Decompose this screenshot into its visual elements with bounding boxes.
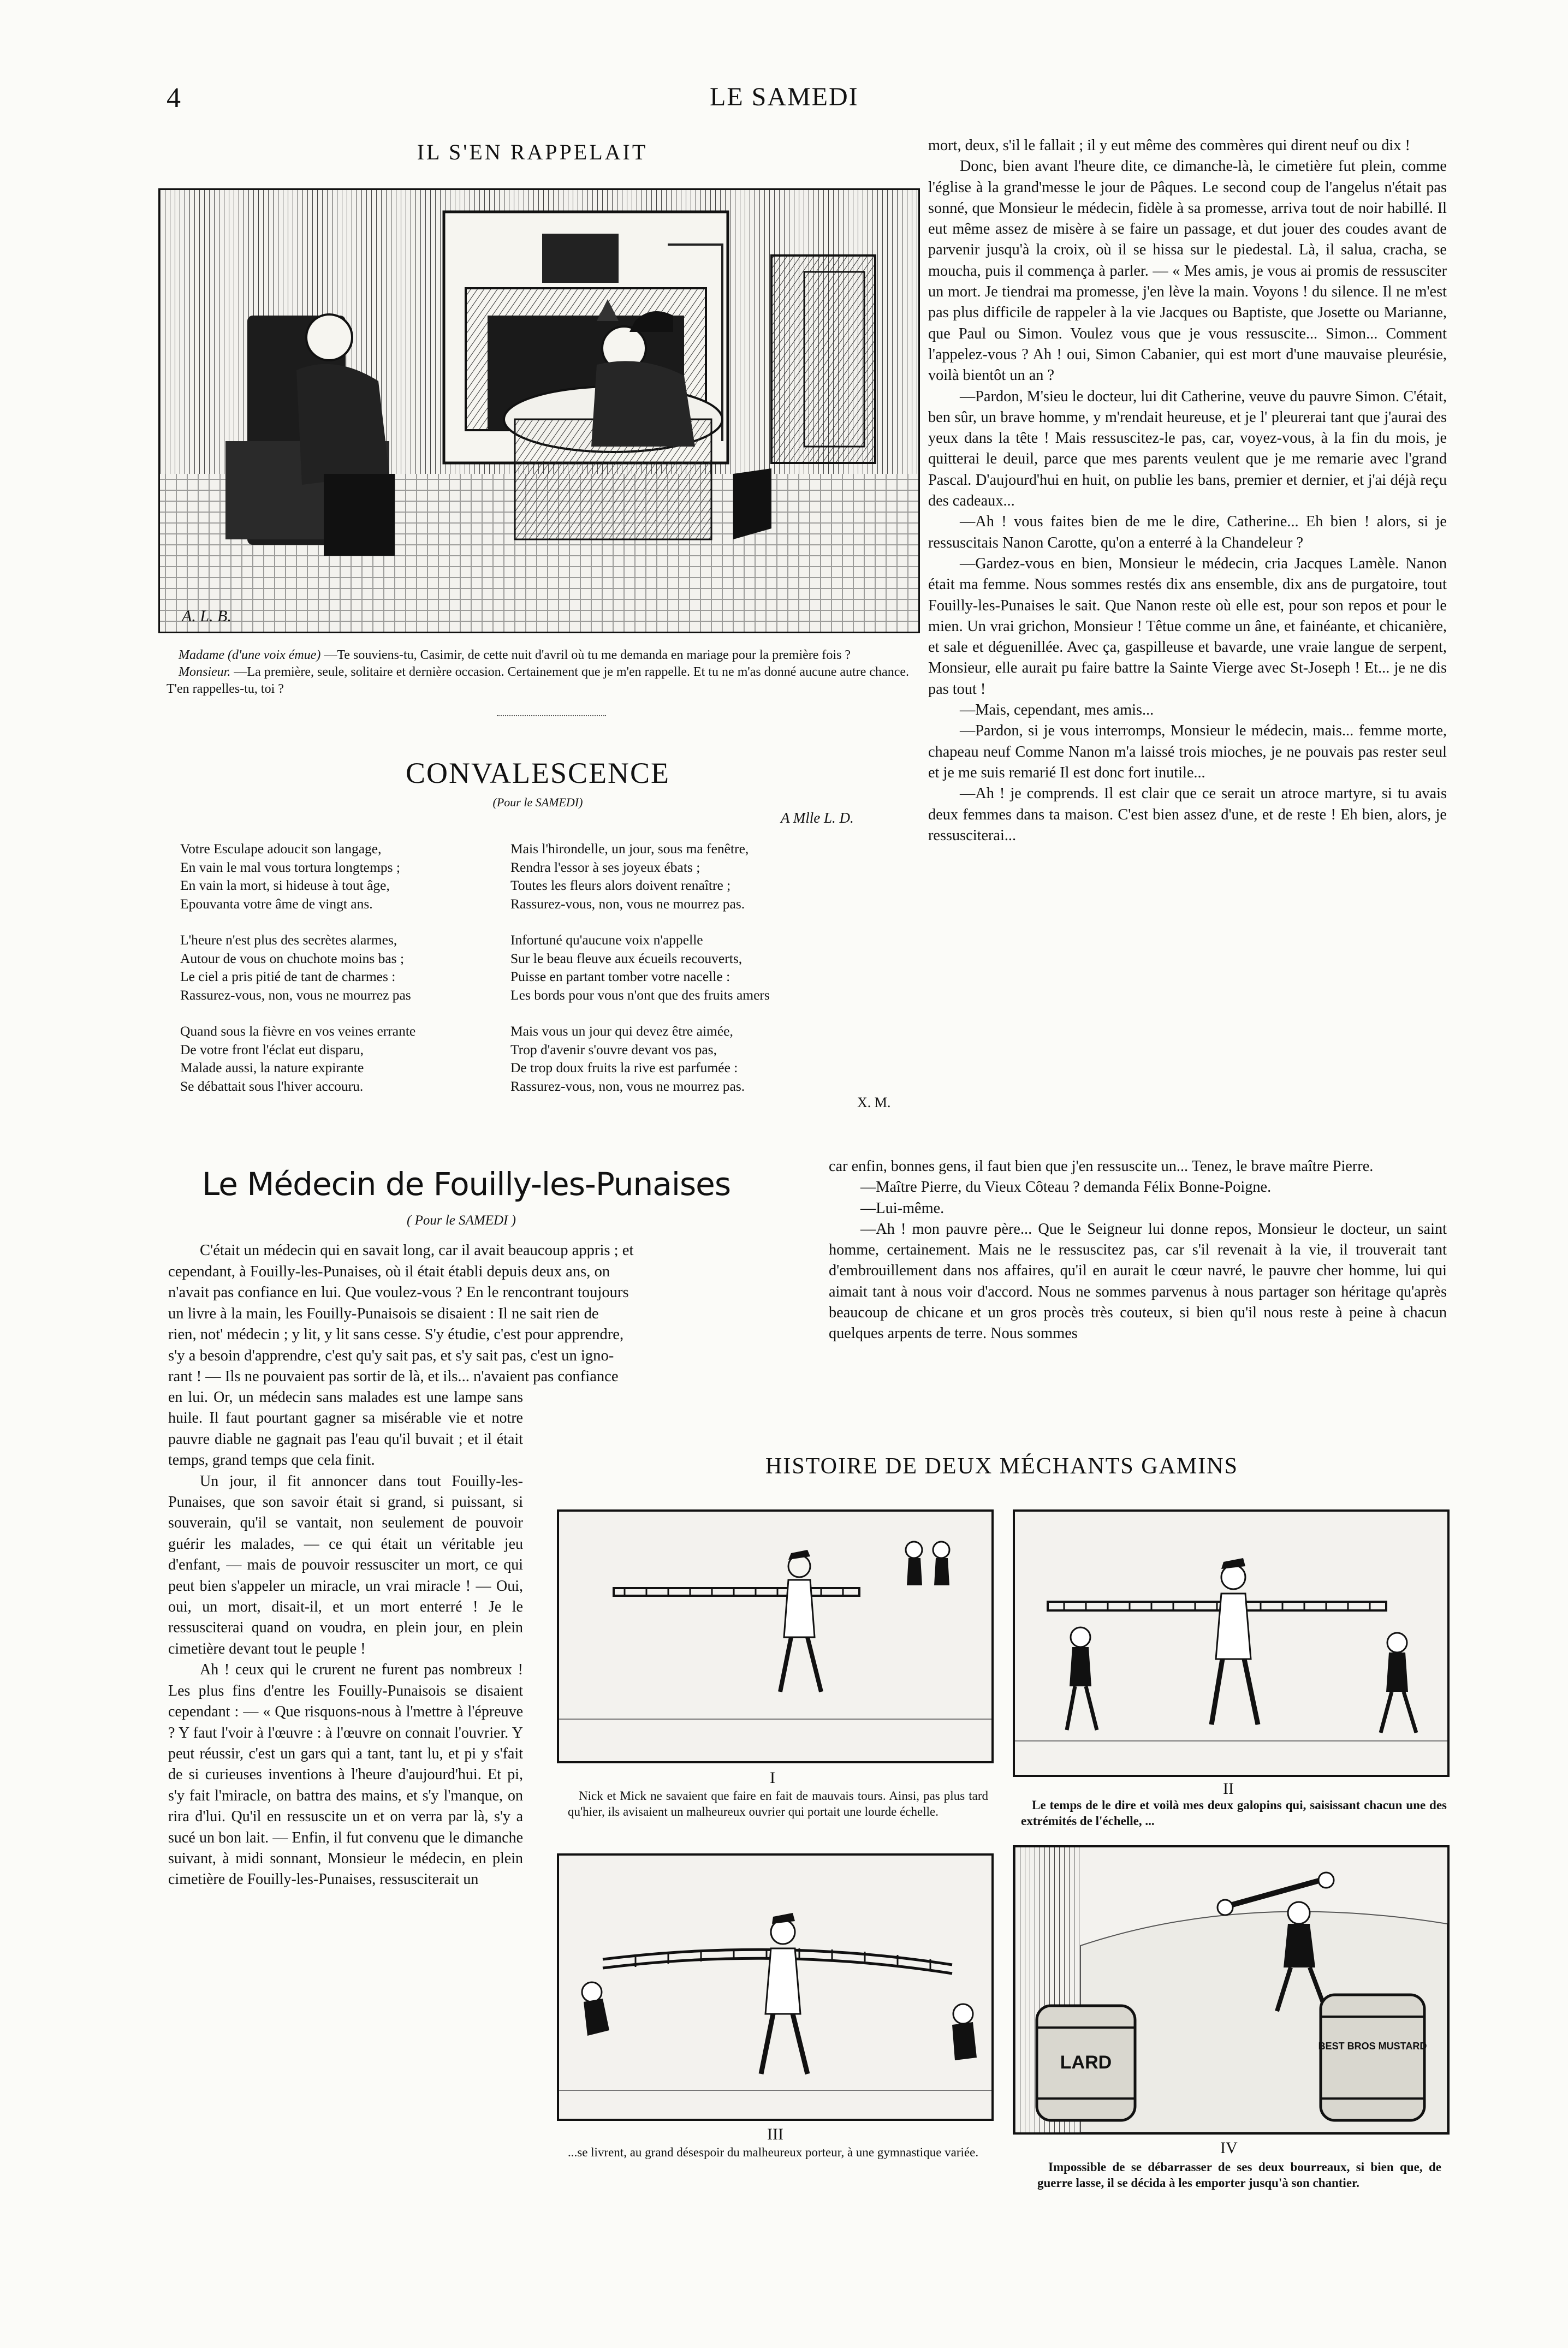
comic-panel-2 [1013, 1509, 1450, 1777]
story-line: un livre à la main, les Fouilly-Punaisois se disaient : Il ne sait rien de [168, 1305, 599, 1322]
poem-dedication: A Mlle L. D. [781, 810, 854, 826]
story-paragraph: Donc, bien avant l'heure dite, ce dimanche-là, le cimetière fut plein, comme l'église à la grand'messe le jour de Pâques. Le second coup de l'angelus n'était pas sonné, que Monsieur le médecin, fidèle à sa promesse, arriva tout de noir habillé. Il eut même assez de misère à se faire un passage, et dut jouer des coudes avant de parvenir jusqu'à la croix, où il se hissa sur le piedestal. Là, il salua, cracha, se moucha, puis il commença à parler. — « Mes amis, je vous ai promis de ressusciter un mort. Je tiendrai ma promesse, j'en lève la main. Voyons ! du silence. Il ne m'est pas plus difficile de rappeler à la vie Jacques ou Baptiste, que Josette ou Marianne, que Paul ou Simon. Voulez vous que je vous ressuscite... Simon... Comment l'appelez-vous ? Ah ! oui, Simon Cabanier, qui est mort d'une mauvaise pleurésie, voilà bientôt un an ? [928, 158, 1447, 384]
story-paragraph: —Pardon, M'sieu le docteur, lui dit Catherine, veuve du pauvre Simon. C'était, ben sûr, un brave homme, y m'rendait heureuse, et je l' pleurerai tant que j'aurai des yeux dans la tête ! Mais ressuscitez-le pas, car, voyez-vous, à la fin du mois, je quitterai le deuil, parce que mes parents veulent que je me remarie avec l'grand Pascal. D'aujourd'hui en huit, on publie les bans, premier et dernier, et j'ai déjà reçu des cadeaux... [928, 388, 1447, 510]
poem-stanza [180, 840, 486, 913]
poem-stanza [510, 931, 893, 1004]
verse-line: Puisse en partant tomber votre nacelle : [510, 968, 730, 984]
story-line: C'était un médecin qui en savait long, car il avait beaucoup appris ; et [200, 1242, 634, 1259]
story-paragraph: —Maître Pierre, du Vieux Côteau ? demanda Félix Bonne-Poigne. [860, 1179, 1272, 1196]
panel-4-numeral: IV [1220, 2139, 1238, 2157]
story-line: s'y a besoin d'apprendre, c'est qu'y sait pas, et s'y sait pas, c'est un igno- [168, 1347, 614, 1364]
verse-line: Quand sous la fièvre en vos veines errante [180, 1023, 416, 1039]
barrel-label-mustard: BEST BROS MUSTARD [1318, 2041, 1427, 2052]
page-number: 4 [167, 82, 181, 114]
panel-4-caption: Impossible de se débarrasser de ses deux bourreaux, si bien que, de guerre lasse, il se décida à les emporter jusqu'à son chantier. [1037, 2160, 1441, 2190]
verse-line: Epouvanta votre âme de vingt ans. [180, 895, 373, 912]
panel-2-drawing [1015, 1512, 1447, 1775]
verse-line: Votre Esculape adoucit son langage, [180, 841, 382, 857]
poem-stanza [510, 840, 893, 913]
poem-title: CONVALESCENCE [405, 757, 670, 789]
caption-line-1 [167, 647, 909, 664]
poem-signature: X. M. [857, 1095, 891, 1110]
verse-line: Les bords pour vous n'ont que des fruits amers [510, 986, 770, 1003]
section-divider [497, 715, 606, 716]
story-paragraph: —Pardon, si je vous interromps, Monsieur le médecin, mais... femme morte, chapeau neuf Comme Nanon m'a laissé trois mioches, je ne pouvais pas rester seul et je me suis remarié Il est donc fort inutile... [928, 722, 1447, 781]
verse-line: Autour de vous on chuchote moins bas ; [180, 950, 405, 966]
comic-title: HISTOIRE DE DEUX MÉCHANTS GAMINS [765, 1454, 1238, 1479]
story-paragraph: Ah ! ceux qui le crurent ne furent pas nombreux ! Les plus fins d'entre les Fouilly-Punaisois se disaient cependant : — « Que risquons-nous à l'mettre à l'épreuve ? Y faut l'voir à l'œuvre : à l'œuvre on connait l'ouvrier. Y peut réussir, c'est un gars qui a tant, tant lu, et pi y s'fait de si curieuses inventions à l'heure d'aujourd'hui. Et pi, s'y fait l'miracle, on battra des mains, et s'y l'manque, on rira d'lui. Qu'il en ressuscite un et on verra par là, s'y a sucé un bon lait. — Enfin, il fut convenu que le dimanche suivant, à midi sonnant, Monsieur le médecin, en plein cimetière de Fouilly-les-Punaises, ressusciterait un [168, 1661, 523, 1888]
panel-4-drawing [1015, 1847, 1447, 2132]
barrel-left [1037, 2006, 1135, 2120]
verse-line: L'heure n'est plus des secrètes alarmes, [180, 932, 397, 948]
panel-1-caption: Nick et Mick ne savaient que faire en fait de mauvais tours. Ainsi, pas plus tard qu'hier, ils avisaient un malheureux ouvrier qui portait une lourde échelle. [568, 1789, 988, 1818]
cartoon-title: IL S'EN RAPPELAIT [417, 140, 648, 164]
verse-line: Le ciel a pris pitié de tant de charmes : [180, 968, 396, 984]
caption-text-2: —La première, seule, solitaire et dernière occasion. Certainement que je m'en rappelle. Et tu ne m'as donné aucune autre chance. T'en rappelles-tu, toi ? [167, 665, 909, 696]
comic-panel-1 [557, 1509, 994, 1763]
poem-left-column [180, 840, 486, 1113]
verse-line: De votre front l'éclat eut disparu, [180, 1041, 364, 1057]
comic-panel-3 [557, 1853, 994, 2121]
verse-line: Rendra l'essor à ses joyeux ébats ; [510, 859, 700, 875]
story-paragraph: —Ah ! mon pauvre père... Que le Seigneur lui donne repos, Monsieur le docteur, un saint homme, certainement. Mais ne le ressuscitez pas, car s'il revenait à la vie, il trouverait tant d'embrouillement dans nos affaires, qu'il en aurait le cœur navré, le pauvre cher homme, lui qui aimait tant à nous voir d'accord. Nous ne sommes parvenus à nous partager son héritage qu'après beaucoup de chicane et un gros procès très couteux, si bien qu'il nous reste à peine à chacun quelques arpents de terre. Nous sommes [829, 1220, 1447, 1342]
barrel-right [1318, 1995, 1427, 2120]
story-paragraph: mort, deux, s'il le fallait ; il y eut même des commères qui dirent neuf ou dix ! [928, 137, 1410, 154]
poem-stanza [510, 1022, 893, 1095]
comic-panel-4 [1013, 1845, 1450, 2135]
verse-line: Se débattait sous l'hiver accouru. [180, 1078, 364, 1094]
caption-speaker-1: Madame (d'une voix émue) [179, 648, 321, 662]
story-paragraph: en lui. Or, un médecin sans malades est une lampe sans huile. Il faut pourtant gagner sa misérable vie et notre pauvre diable ne gagnait pas l'eau qu'il buvait ; et il était temps, grand temps que cela finit. [168, 1389, 523, 1469]
poem-right-column [510, 840, 893, 1113]
story-paragraph: —Ah ! vous faites bien de me le dire, Catherine... Eh bien ! alors, si je ressuscitais Nanon Carotte, qu'on a enterré à la Chandeleur ? [928, 513, 1447, 551]
panel-1-drawing [559, 1512, 991, 1761]
verse-line: Rassurez-vous, non, vous ne mourrez pas. [510, 895, 745, 912]
story-paragraph: —Gardez-vous en bien, Monsieur le médecin, cria Jacques Lamèle. Nanon était ma femme. Nous sommes restés dix ans ensemble, dix ans de purgatoire, tout Fouilly-les-Punaises le sait. Que Nanon reste où elle est, pour son repos et pour le mien. Un vrai grichon, Monsieur ! Têtue comme un âne, et fainéante, et chicanière, et sale et déguenillée. Avec ça, gaspilleuse et bavarde, une vraie langue de serpent, Monsieur, elle aurait pu faire battre la Sainte Vierge avec St-Joseph ! Et... je ne dis pas tout ! [928, 555, 1447, 698]
story-opening [168, 1240, 906, 1388]
verse-line: Mais vous un jour qui devez être aimée, [510, 1023, 733, 1039]
story-line: rien, not' médecin ; y lit, y lit sans cesse. S'y étudie, c'est pour apprendre, [168, 1326, 624, 1343]
caption-line-2 [167, 664, 909, 698]
verse-line: Rassurez-vous, non, vous ne mourrez pas [180, 986, 411, 1003]
verse-line: Trop d'avenir s'ouvre devant vos pas, [510, 1041, 717, 1057]
poem-stanza [180, 1022, 486, 1095]
poem-subtitle: (Pour le SAMEDI) [492, 795, 583, 809]
verse-line: Mais l'hirondelle, un jour, sous ma fenêtre, [510, 841, 749, 857]
caption-speaker-2: Monsieur. [179, 665, 231, 679]
story-paragraph: —Lui-même. [860, 1199, 945, 1217]
story-continuation [829, 1156, 1447, 1345]
story-left-column [168, 1387, 523, 1891]
story-title: Le Médecin de Fouilly-les-Punaises [202, 1166, 731, 1203]
verse-line: En vain la mort, si hideuse à tout âge, [180, 877, 390, 893]
story-paragraph: Un jour, il fit annoncer dans tout Fouilly-les-Punaises, que son savoir était si grand, si puissant, si souverain, qu'il se vantait, non seulement de pouvoir guérir les malades, — ce qui était un véritable jeu d'enfant, — mais de pouvoir ressusciter un mort, ce qui peut bien s'appeler un miracle, un vrai miracle ! — Oui, oui, un mort, disait-il, et un mort enterré ! Je le ressusciterai quand on voudra, en plein jour, en plein cimetière devant tout le peuple ! [168, 1472, 523, 1657]
cartoon-caption [167, 647, 909, 698]
verse-line: Malade aussi, la nature expirante [180, 1060, 364, 1075]
cartoon-illustration [158, 188, 920, 633]
panel-1-numeral: I [770, 1769, 775, 1787]
story-paragraph: car enfin, bonnes gens, il faut bien que j'en ressuscite un... Tenez, le brave maître Pierre. [829, 1158, 1374, 1175]
panel-2-caption: Le temps de le dire et voilà mes deux galopins qui, saisissant chacun une des extrémités de l'échelle, ... [1021, 1798, 1447, 1828]
story-paragraph: —Mais, cependant, mes amis... [960, 702, 1154, 719]
story-line: n'avait pas confiance en lui. Que voulez-vous ? En le rencontrant toujours [168, 1284, 629, 1301]
story-paragraph: —Ah ! je comprends. Il est clair que ce serait un atroce martyre, si tu avais deux femmes dans ta maison. C'est bien assez d'une, et de reste ! Eh bien, alors, je ressusciterai... [928, 785, 1447, 844]
panel-3-drawing [559, 1856, 991, 2119]
story-line: cependant, à Fouilly-les-Punaises, où il était établi depuis deux ans, on [168, 1263, 610, 1280]
verse-line: De trop doux fruits la rive est parfumée : [510, 1060, 738, 1075]
artist-signature: A. L. B. [182, 607, 231, 625]
verse-line: Rassurez-vous, non, vous ne mourrez pas. [510, 1078, 745, 1094]
masthead-title: LE SAMEDI [710, 82, 859, 111]
panel-3-numeral: III [767, 2125, 783, 2143]
interior-scene-drawing [160, 190, 918, 632]
story-line: rant ! — Ils ne pouvaient pas sortir de là, et ils... n'avaient pas confiance [168, 1368, 619, 1385]
verse-line: Sur le beau fleuve aux écueils recouverts, [510, 950, 743, 966]
poem-stanza [180, 931, 486, 1004]
panel-2-numeral: II [1223, 1780, 1234, 1798]
verse-line: Toutes les fleurs alors doivent renaître ; [510, 877, 731, 893]
caption-text-1: —Te souviens-tu, Casimir, de cette nuit d'avril où tu me demanda en mariage pour la première fois ? [324, 648, 851, 662]
story-right-column [928, 135, 1447, 846]
panel-3-caption: ...se livrent, au grand désespoir du malheureux porteur, à une gymnastique variée. [568, 2145, 979, 2159]
verse-line: En vain le mal vous tortura longtemps ; [180, 859, 400, 875]
verse-line: Infortuné qu'aucune voix n'appelle [510, 932, 703, 948]
story-subtitle: ( Pour le SAMEDI ) [407, 1213, 516, 1228]
barrel-label-lard: LARD [1060, 2052, 1112, 2073]
